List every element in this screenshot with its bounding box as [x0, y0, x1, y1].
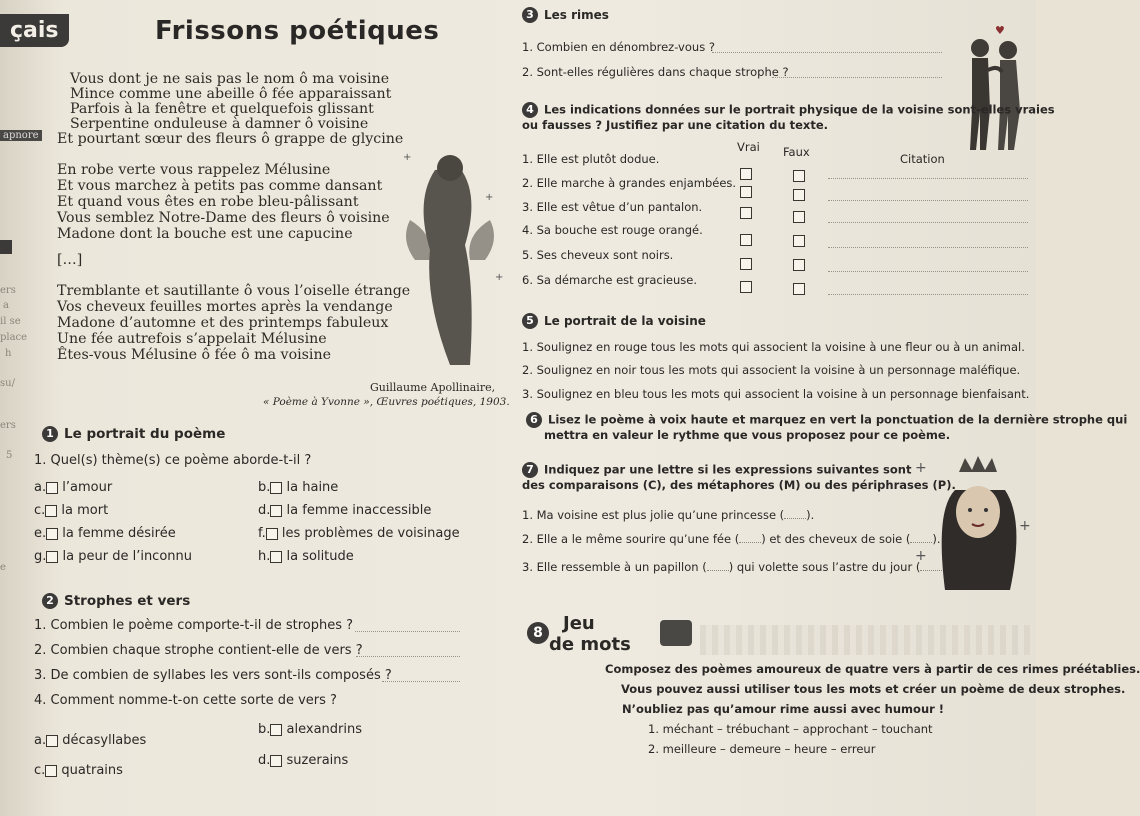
- poem-line: Mince comme une abeille ô fée apparaissant: [70, 86, 392, 102]
- game-icon: [660, 620, 692, 646]
- decorative-pattern: [700, 625, 1030, 655]
- false-checkbox[interactable]: [793, 211, 805, 223]
- poem-line: Vos cheveux feuilles mortes après la vendange: [57, 299, 393, 315]
- poem-line: Parfois à la fenêtre et quelquefois glissant: [70, 101, 374, 117]
- checkbox-option[interactable]: b. alexandrins: [258, 722, 362, 737]
- poem-source: « Poème à Yvonne », Œuvres poétiques, 1903.: [263, 396, 510, 408]
- svg-text:♥: ♥: [995, 24, 1005, 37]
- answer-blank[interactable]: [707, 570, 729, 571]
- checkbox-option[interactable]: d. suzerains: [258, 753, 349, 768]
- section8-title: de mots: [549, 634, 631, 655]
- section8-title: Jeu: [563, 613, 595, 634]
- answer-line[interactable]: [382, 681, 460, 682]
- chapter-tab: çais: [0, 14, 69, 47]
- true-false-statement: 2. Elle marche à grandes enjambées.: [522, 176, 737, 190]
- poem-line: Et pourtant sœur des fleurs ô grappe de glycine: [57, 131, 404, 147]
- false-checkbox[interactable]: [793, 170, 805, 182]
- princess-illustration: [915, 450, 1035, 590]
- section2-badge: 2: [42, 593, 58, 609]
- poem-line: Vous dont je ne sais pas le nom ô ma voisine: [70, 71, 390, 87]
- section5-heading: 5 Le portrait de la voisine: [522, 310, 706, 329]
- checkbox-option[interactable]: g. la peur de l’inconnu: [34, 549, 193, 564]
- checkbox-option[interactable]: c. quatrains: [34, 763, 123, 778]
- section5-badge: 5: [522, 313, 538, 329]
- quote-line[interactable]: [828, 294, 1028, 295]
- checkbox-option[interactable]: f. les problèmes de voisinage: [258, 526, 460, 541]
- answer-line[interactable]: [355, 631, 460, 632]
- margin-word: e: [0, 562, 6, 573]
- instruction-item: 2. Soulignez en noir tous les mots qui associent la voisine à un personnage maléfique.: [522, 363, 1021, 377]
- column-header-true: Vrai: [737, 140, 760, 154]
- margin-word: ers: [0, 420, 16, 431]
- quote-line[interactable]: [828, 200, 1028, 201]
- margin-word: h: [5, 348, 12, 359]
- checkbox-option[interactable]: c. la mort: [34, 503, 109, 518]
- true-false-statement: 1. Elle est plutôt dodue.: [522, 152, 660, 166]
- checkbox-option[interactable]: b. la haine: [258, 480, 339, 495]
- section3-question: 2. Sont-elles régulières dans chaque strophe ?: [522, 65, 789, 79]
- margin-word: ers: [0, 285, 16, 296]
- rhyme-set: 1. méchant – trébuchant – approchant – touchant: [648, 722, 933, 736]
- svg-text:+: +: [485, 192, 494, 203]
- svg-text:+: +: [915, 460, 927, 476]
- answer-line[interactable]: [356, 656, 460, 657]
- section4-badge: 4: [522, 102, 538, 118]
- svg-text:+: +: [1019, 518, 1031, 534]
- poem-line: Serpentine onduleuse à damner ô voisine: [70, 116, 369, 132]
- section3-question: 1. Combien en dénombrez-vous ?: [522, 40, 715, 54]
- true-false-statement: 5. Ses cheveux sont noirs.: [522, 248, 674, 262]
- checkbox-option[interactable]: d. la femme inaccessible: [258, 503, 432, 518]
- section7-badge: 7: [522, 462, 538, 478]
- false-checkbox[interactable]: [793, 189, 805, 201]
- margin-word: 5: [6, 450, 13, 461]
- answer-blank[interactable]: [739, 542, 761, 543]
- false-checkbox[interactable]: [793, 283, 805, 295]
- quote-line[interactable]: [828, 222, 1028, 223]
- poem-line: Une fée autrefois s’appelait Mélusine: [57, 331, 327, 347]
- true-false-statement: 3. Elle est vêtue d’un pantalon.: [522, 200, 703, 214]
- quote-line[interactable]: [828, 247, 1028, 248]
- column-header-false: Faux: [783, 145, 810, 159]
- poem-ellipsis: […]: [57, 252, 83, 268]
- section2-heading: 2 Strophes et vers: [42, 590, 190, 609]
- true-checkbox[interactable]: [740, 234, 752, 246]
- rhyme-set: 2. meilleure – demeure – heure – erreur: [648, 742, 876, 756]
- section7-intro: des comparaisons (C), des métaphores (M) ou des périphrases (P).: [522, 478, 956, 492]
- section1-heading: 1 Le portrait du poème: [42, 423, 225, 442]
- section6-badge: 6: [526, 412, 542, 428]
- margin-word: apnore: [0, 130, 42, 141]
- section8-text: N’oubliez pas qu’amour rime aussi avec humour !: [622, 702, 945, 716]
- fairy-illustration: [395, 140, 505, 370]
- true-checkbox[interactable]: [740, 258, 752, 270]
- poem-author: Guillaume Apollinaire,: [370, 381, 496, 394]
- true-checkbox[interactable]: [740, 168, 752, 180]
- exercise-item: 1. Ma voisine est plus jolie qu’une princesse ( ).: [522, 508, 815, 522]
- section2-question: 1. Combien le poème comporte-t-il de strophes ?: [34, 618, 354, 633]
- answer-line[interactable]: [712, 52, 942, 53]
- false-checkbox[interactable]: [793, 259, 805, 271]
- poem-line: Vous semblez Notre-Dame des fleurs ô voisine: [57, 210, 390, 226]
- svg-text:+: +: [403, 152, 412, 163]
- section6-text: 6 Lisez le poème à voix haute et marquez en vert la ponctuation de la dernière strophe qui: [526, 412, 1127, 428]
- answer-blank[interactable]: [784, 518, 806, 519]
- page-title: Frissons poétiques: [155, 16, 440, 46]
- section7-intro: 7 Indiquez par une lettre si les expressions suivantes sont: [522, 462, 911, 478]
- section2-question: 3. De combien de syllabes les vers sont-ils composés ?: [34, 668, 392, 683]
- true-checkbox[interactable]: [740, 281, 752, 293]
- quote-line[interactable]: [828, 178, 1028, 179]
- margin-word: su/: [0, 378, 15, 389]
- margin-word: a: [3, 300, 9, 311]
- exercise-item: 2. Elle a le même sourire qu’une fée ( ) et des cheveux de soie ( ).: [522, 532, 941, 546]
- instruction-item: 1. Soulignez en rouge tous les mots qui associent la voisine à une fleur ou à un animal.: [522, 340, 1025, 354]
- true-false-statement: 4. Sa bouche est rouge orangé.: [522, 223, 703, 237]
- section2-question: 4. Comment nomme-t-on cette sorte de vers ?: [34, 693, 337, 708]
- true-checkbox[interactable]: [740, 186, 752, 198]
- svg-text:+: +: [915, 548, 927, 564]
- poem-line: En robe verte vous rappelez Mélusine: [57, 162, 331, 178]
- poem-line: Et vous marchez à petits pas comme dansant: [57, 178, 383, 194]
- checkbox-option[interactable]: a. l’amour: [34, 480, 113, 495]
- column-header-quote: Citation: [900, 152, 945, 166]
- section1-question: 1. Quel(s) thème(s) ce poème aborde-t-il ?: [34, 453, 312, 468]
- section8-text: Vous pouvez aussi utiliser tous les mots et créer un poème de deux strophes.: [621, 682, 1126, 696]
- section3-heading: 3 Les rimes: [522, 4, 609, 23]
- answer-line[interactable]: [772, 77, 942, 78]
- margin-word: place: [0, 332, 28, 343]
- poem-line: Madone dont la bouche est une capucine: [57, 226, 353, 242]
- section4-intro: ou fausses ? Justifiez par une citation du texte.: [522, 118, 829, 132]
- section2-question: 2. Combien chaque strophe contient-elle de vers ?: [34, 643, 363, 658]
- section4-intro: 4 Les indications données sur le portrait physique de la voisine sont-elles vraies: [522, 102, 1055, 118]
- poem-line: Êtes-vous Mélusine ô fée ô ma voisine: [57, 347, 331, 363]
- checkbox-option[interactable]: e. la femme désirée: [34, 526, 176, 541]
- section8-text: Composez des poèmes amoureux de quatre vers à partir de ces rimes préétablies.: [605, 662, 1140, 676]
- margin-tab-marker: [0, 240, 12, 254]
- svg-text:+: +: [495, 272, 504, 283]
- poem-line: Et quand vous êtes en robe bleu-pâlissant: [57, 194, 359, 210]
- margin-word: il se: [0, 316, 21, 327]
- exercise-item: 3. Elle ressemble à un papillon ( ) qui volette sous l’astre du jour (: [522, 560, 951, 574]
- section3-badge: 3: [522, 7, 538, 23]
- poem-line: Madone d’automne et des printemps fabuleux: [57, 315, 389, 331]
- false-checkbox[interactable]: [793, 235, 805, 247]
- instruction-item: 3. Soulignez en bleu tous les mots qui associent la voisine à un personnage bienfaisant.: [522, 387, 1030, 401]
- checkbox-option[interactable]: h. la solitude: [258, 549, 354, 564]
- couple-illustration: [950, 20, 1030, 155]
- section8-badge: 8: [527, 622, 555, 644]
- checkbox-option[interactable]: a. décasyllabes: [34, 733, 147, 748]
- true-false-statement: 6. Sa démarche est gracieuse.: [522, 273, 697, 287]
- section6-text: mettra en valeur le rythme que vous proposez pour ce poème.: [544, 428, 951, 442]
- quote-line[interactable]: [828, 271, 1028, 272]
- section1-badge: 1: [42, 426, 58, 442]
- true-checkbox[interactable]: [740, 207, 752, 219]
- poem-line: Tremblante et sautillante ô vous l’oiselle étrange: [57, 283, 411, 299]
